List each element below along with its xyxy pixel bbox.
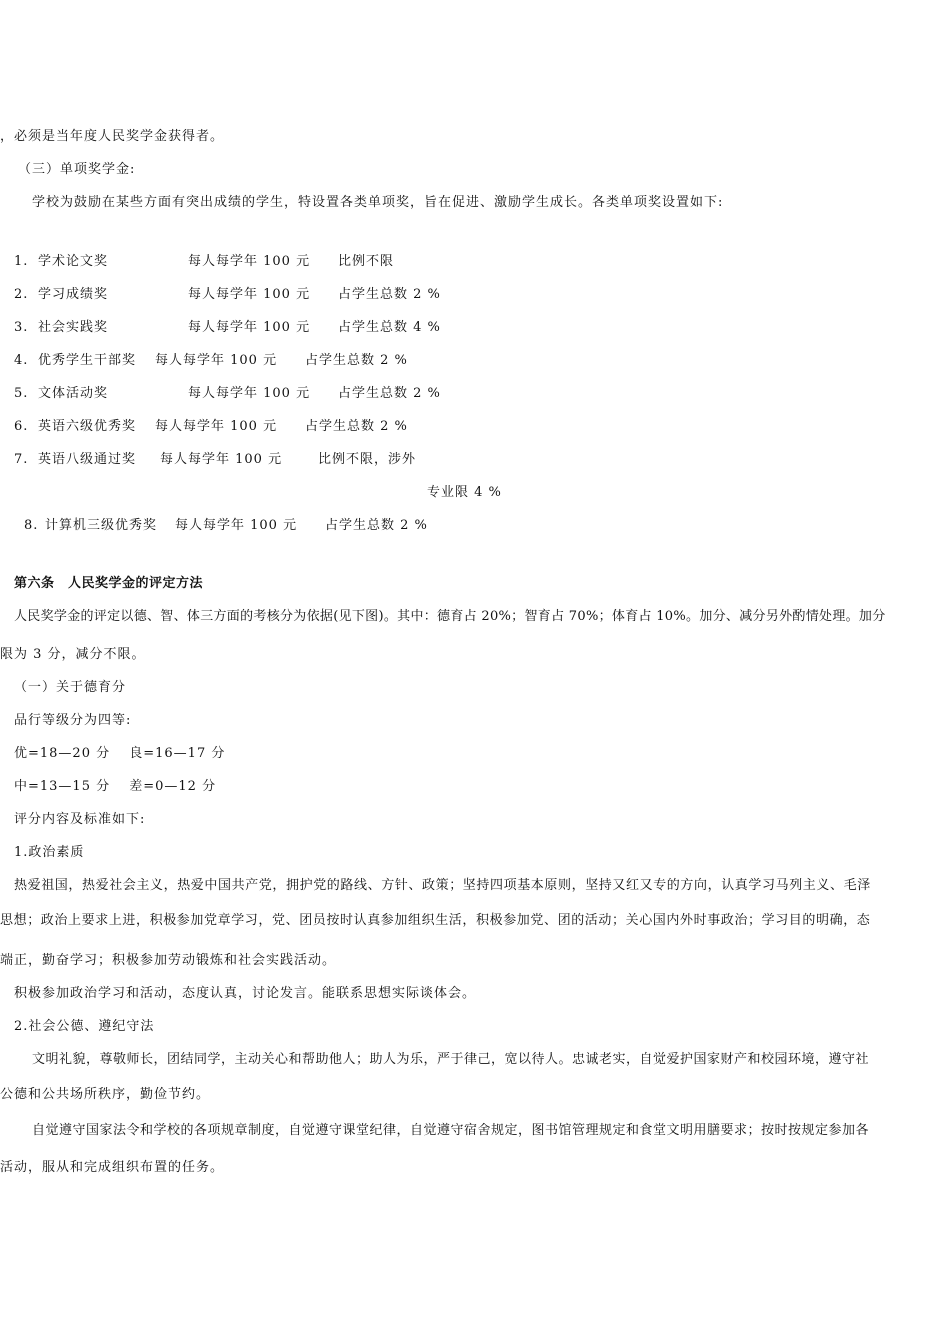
award-number: 8. [24, 518, 39, 533]
award-name: 学习成绩奖 [38, 287, 109, 302]
award-limit: 占学生总数 2 % [338, 386, 441, 401]
paragraph-line: 限为 3 分，减分不限。 [0, 647, 146, 662]
item-heading: 2.社会公德、遵纪守法 [14, 1019, 155, 1034]
intro-line: ，必须是当年度人民奖学金获得者。 [0, 129, 225, 144]
criteria-intro: 评分内容及标准如下: [14, 812, 146, 827]
award-limit: 占学生总数 2 % [338, 287, 441, 302]
grade-intro: 品行等级分为四等: [14, 713, 132, 728]
award-limit: 占学生总数 2 % [325, 518, 428, 533]
award-amount: 每人每学年 100 元 [160, 452, 283, 467]
item-heading: 1.政治素质 [14, 845, 85, 860]
award-number: 7. [14, 452, 29, 467]
award-number: 1. [14, 254, 29, 269]
award-amount: 每人每学年 100 元 [188, 254, 311, 269]
award-number: 4. [14, 353, 29, 368]
award-limit: 占学生总数 4 % [338, 320, 441, 335]
paragraph-line: 端正，勤奋学习；积极参加劳动锻炼和社会实践活动。 [0, 953, 337, 968]
award-limit: 占学生总数 2 % [305, 353, 408, 368]
award-limit: 比例不限，涉外 [318, 452, 417, 467]
paragraph-line: 人民奖学金的评定以德、智、体三方面的考核分为依据(见下图)。其中：德育占 20%；智育占 70%；体育占 10%。加分、减分另外酌情处理。加分 [14, 609, 886, 624]
paragraph-line: 热爱祖国，热爱社会主义，热爱中国共产党，拥护党的路线、方针、政策；坚持四项基本原则，坚持又红又专的方向，认真学习马列主义、毛泽 [14, 878, 871, 893]
award-name: 社会实践奖 [38, 320, 109, 335]
section3-heading: （三）单项奖学金: [18, 162, 136, 177]
award-number: 3. [14, 320, 29, 335]
award-name: 学术论文奖 [38, 254, 109, 269]
paragraph-line: 文明礼貌，尊敬师长，团结同学，主动关心和帮助他人；助人为乐，严于律己，宽以待人。忠诚老实，自觉爱护国家财产和校园环境，遵守社 [32, 1052, 870, 1067]
article-heading: 第六条 人民奖学金的评定方法 [14, 576, 204, 591]
paragraph-line: 自觉遵守国家法令和学校的各项规章制度，自觉遵守课堂纪律，自觉遵守宿舍规定，图书馆管理规定和食堂文明用膳要求；按时按规定参加各 [32, 1123, 870, 1138]
award-amount: 每人每学年 100 元 [188, 386, 311, 401]
grade-line: 中=13—15 分 差=0—12 分 [14, 779, 217, 794]
paragraph-line: 思想；政治上要求上进，积极参加党章学习，党、团员按时认真参加组织生活，积极参加党、团的活动；关心国内外时事政治；学习目的明确，态 [0, 913, 871, 928]
award-amount: 每人每学年 100 元 [188, 287, 311, 302]
subsection-heading: （一）关于德育分 [14, 680, 127, 695]
award-number: 6. [14, 419, 29, 434]
award-amount: 每人每学年 100 元 [155, 419, 278, 434]
award-name: 英语六级优秀奖 [38, 419, 137, 434]
award-name: 英语八级通过奖 [38, 452, 137, 467]
award-amount: 每人每学年 100 元 [175, 518, 298, 533]
award-continuation: 专业限 4 % [427, 485, 502, 500]
award-number: 2. [14, 287, 29, 302]
grade-line: 优=18—20 分 良=16—17 分 [14, 746, 226, 761]
paragraph-line: 公德和公共场所秩序，勤俭节约。 [0, 1087, 211, 1102]
award-name: 文体活动奖 [38, 386, 109, 401]
award-limit: 比例不限 [338, 254, 395, 269]
award-limit: 占学生总数 2 % [305, 419, 408, 434]
award-amount: 每人每学年 100 元 [155, 353, 278, 368]
award-name: 计算机三级优秀奖 [45, 518, 158, 533]
section3-text: 学校为鼓励在某些方面有突出成绩的学生，特设置各类单项奖，旨在促进、激励学生成长。各类单项奖设置如下: [32, 195, 724, 210]
award-number: 5. [14, 386, 29, 401]
award-amount: 每人每学年 100 元 [188, 320, 311, 335]
paragraph-line: 活动，服从和完成组织布置的任务。 [0, 1160, 225, 1175]
award-name: 优秀学生干部奖 [38, 353, 137, 368]
paragraph-line: 积极参加政治学习和活动，态度认真，讨论发言。能联系思想实际谈体会。 [14, 986, 477, 1001]
